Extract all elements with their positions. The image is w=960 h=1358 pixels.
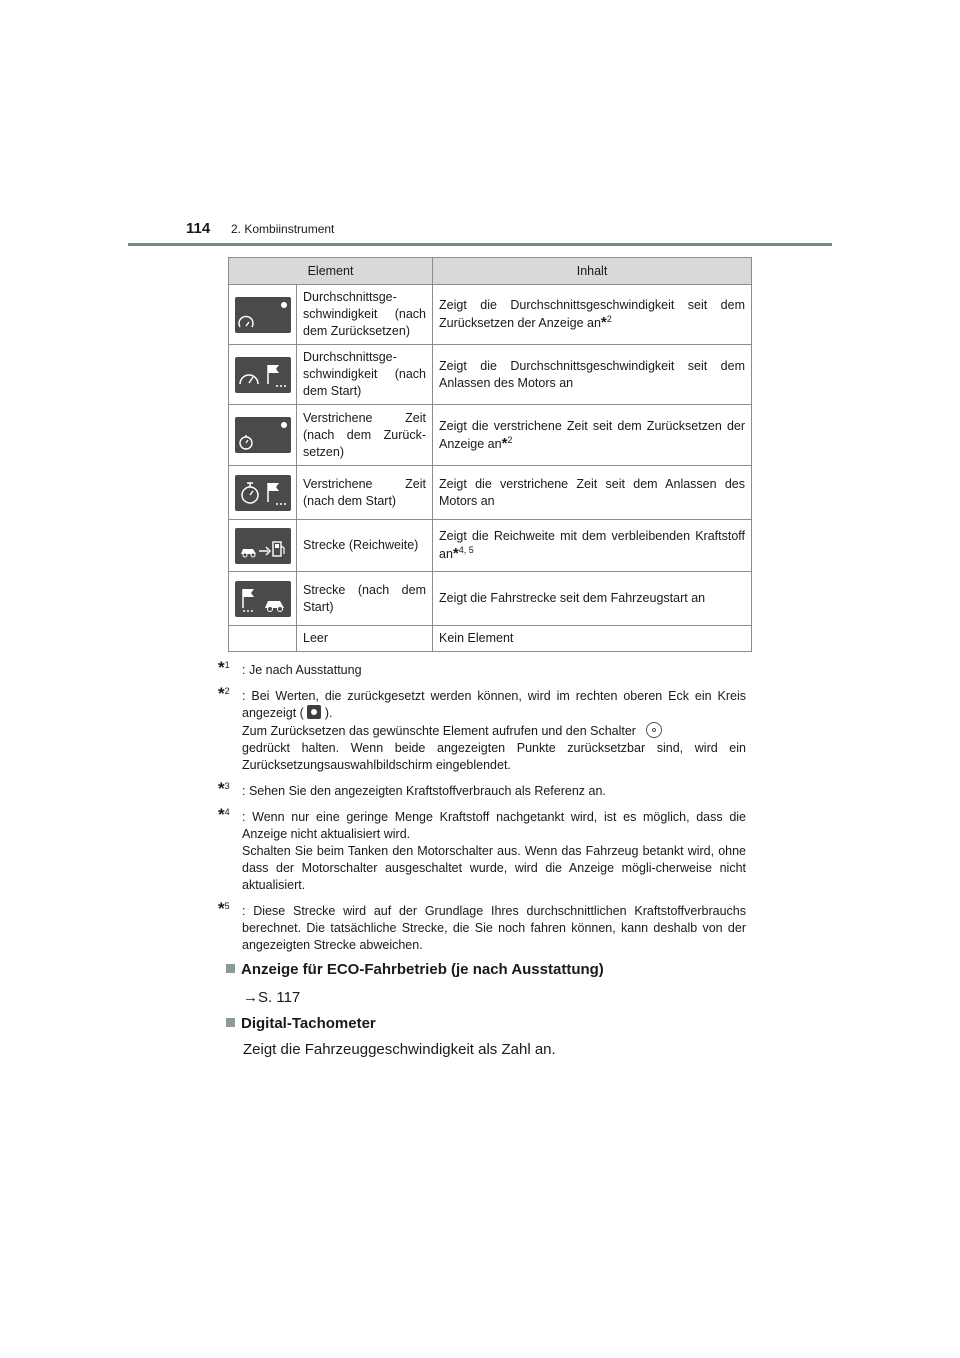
header-rule	[128, 243, 832, 246]
footnote-1: *$^1$ : Je nach Ausstattung	[218, 658, 362, 677]
row-desc: Zeigt die Reichweite mit dem verbleibenden Kraftstoff an*$^{4, 5}$	[433, 520, 752, 572]
footnote-2: *$^2$ : Bei Werten, die zurückgesetzt werden können, wird im rechten oberen Eck ein Kreis angezeigt ( ). Zum Zurücksetzen das gewünschte Element aufrufen und den Schalter gedrückt halten. Wenn beide angezeigten Punkte zurücksetzbar sind, wird ein Zurücksetzungsauswahlbildschirm eingeblendet.	[218, 684, 746, 772]
page-number: 114	[186, 220, 211, 237]
table-row	[229, 466, 752, 520]
row-desc: Zeigt die Durchschnittsgeschwindigkeit seit dem Anlassen des Motors an	[433, 345, 752, 405]
table-row	[229, 345, 752, 405]
col-content-header: Inhalt	[433, 258, 752, 285]
table-row	[229, 520, 752, 572]
empty-icon-cell	[229, 626, 297, 652]
row-desc: Kein Element	[433, 626, 752, 652]
stopwatch-reset-icon	[235, 417, 291, 453]
eco-page-reference[interactable]: →S. 117	[243, 989, 301, 1006]
reset-circle-indicator-icon	[307, 705, 321, 719]
table-row	[229, 285, 752, 345]
row-label: Strecke (nach dem Start)	[297, 572, 433, 626]
stopwatch-flag-icon	[235, 475, 291, 511]
footnote-3: *$^3$ : Sehen Sie den angezeigten Kraftstoffverbrauch als Referenz an.	[218, 779, 606, 798]
row-label: Verstrichene Zeit (nach dem Zurück-setzen)	[297, 405, 433, 466]
row-desc: Zeigt die Durchschnittsgeschwindigkeit seit dem Zurücksetzen der Anzeige an*$^2$	[433, 285, 752, 345]
row-label: Verstrichene Zeit (nach dem Start)	[297, 466, 433, 520]
row-label: Strecke (Reichweite)	[297, 520, 433, 572]
row-desc: Zeigt die Fahrstrecke seit dem Fahrzeugstart an	[433, 572, 752, 626]
row-label: Durchschnittsge-schwindigkeit (nach dem Zurücksetzen)	[297, 285, 433, 345]
speedometer-reset-icon	[235, 297, 291, 333]
footnote-4: *$^4$ : Wenn nur eine geringe Menge Kraftstoff nachgetankt wird, ist es möglich, dass die Anzeige nicht aktualisiert wird. Schalten Sie beim Tanken den Motorschalter aus. Wenn das Fahrzeug betankt wird, ohne dass der Motorschalter ausgeschaltet wurde, wird die Anzeige mögli-cherweise nicht aktualisiert.	[218, 805, 746, 892]
tacho-heading: Digital-Tachometer	[226, 1015, 376, 1032]
footnotes	[218, 658, 746, 963]
row-desc: Zeigt die verstrichene Zeit seit dem Zurücksetzen der Anzeige an*$^2$	[433, 405, 752, 466]
element-table	[228, 257, 752, 652]
row-label: Leer	[297, 626, 433, 652]
table-row	[229, 626, 752, 652]
table-row	[229, 572, 752, 626]
footnote-5: *$^5$ : Diese Strecke wird auf der Grundlage Ihres durchschnittlichen Kraftstoffverbrauchs berechnet. Die tatsächliche Strecke, die Sie noch fahren können, kann deshalb von der angezeigten Strecke abweichen.	[218, 899, 746, 952]
table-header-row	[229, 258, 752, 285]
speedometer-flag-icon	[235, 357, 291, 393]
heading-square-icon	[226, 1018, 235, 1027]
heading-square-icon	[226, 964, 235, 973]
row-desc: Zeigt die verstrichene Zeit seit dem Anlassen des Motors an	[433, 466, 752, 520]
distance-flag-car-icon	[235, 581, 291, 617]
tacho-text: Zeigt die Fahrzeuggeschwindigkeit als Zahl an.	[243, 1041, 556, 1058]
col-element-header: Element	[229, 258, 433, 285]
table-row	[229, 405, 752, 466]
range-fuel-icon	[235, 528, 291, 564]
meter-switch-icon	[646, 722, 662, 738]
row-label: Durchschnittsge-schwindigkeit (nach dem Start)	[297, 345, 433, 405]
eco-heading: Anzeige für ECO-Fahrbetrieb (je nach Ausstattung)	[226, 961, 604, 978]
section-title: 2. Kombiinstrument	[231, 222, 335, 236]
